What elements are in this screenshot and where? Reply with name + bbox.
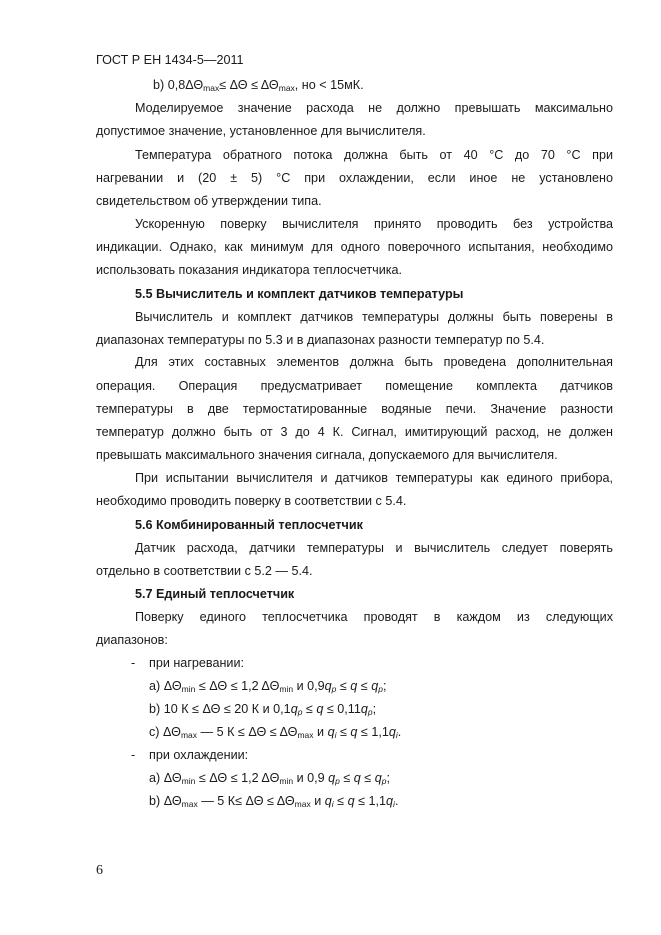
paragraph-line: операция. Операция предусматривает помещение комплекта датчиков — [96, 379, 613, 393]
paragraph-line: Температура обратного потока должна быть от 40 °С до 70 °С при — [135, 148, 613, 162]
formula-cooling-b: b) $\Delta\Theta_{max}$ — 5 $К\le \Delta\Theta \le \Delta\Theta_{max}$ и $q_i \le q \le 1,1q_i$. — [149, 794, 399, 809]
paragraph-line: температуры в две термостатированные водяные печи. Значение разности — [96, 402, 613, 416]
section-heading-5-5: 5.5 Вычислитель и комплект датчиков температуры — [135, 287, 464, 301]
section-heading-5-7: 5.7 Единый теплосчетчик — [135, 587, 295, 601]
item-b-condition: b) $0,8\Delta\Theta_{max}\le \Delta\Theta \le \Delta\Theta_{max}$, но < 15мК. — [153, 78, 364, 93]
paragraph-line: Ускоренную поверку вычислителя принято проводить без устройства — [135, 217, 613, 231]
paragraph-line: При испытании вычислителя и датчиков температуры как единого прибора, — [135, 471, 613, 485]
formula-cooling-a: a) $\Delta\Theta_{min} \le \Delta\Theta \le 1,2$ $\Delta\Theta_{min}$ и 0,9 $q_p \le q \le q_p$; — [149, 771, 390, 786]
paragraph-line: диапазонов: — [96, 633, 168, 647]
list-dash: - — [131, 656, 136, 670]
formula-heating-a: a) $\Delta\Theta_{min} \le \Delta\Theta \le 1,2$ $\Delta\Theta_{min}$ и $0,9q_p \le q \le q_p$; — [149, 679, 387, 694]
paragraph-line: диапазонах температуры по 5.3 и в диапазонах разности температур по 5.4. — [96, 333, 545, 347]
paragraph-line: использовать показания индикатора теплосчетчика. — [96, 263, 403, 277]
paragraph-line: свидетельством об утверждении типа. — [96, 194, 322, 208]
paragraph-line: нагревании и (20 ± 5) °С при охлаждении, если иное не установлено — [96, 171, 613, 185]
document-header: ГОСТ Р ЕН 1434-5—2011 — [96, 53, 244, 67]
paragraph-line: Моделируемое значение расхода не должно превышать максимально — [135, 101, 613, 115]
paragraph-line: превышать максимального значения сигнала, допускаемого для вычислителя. — [96, 448, 558, 462]
paragraph-line: Датчик расхода, датчики температуры и вычислитель следует поверять — [135, 541, 613, 555]
paragraph-line: отдельно в соответствии с 5.2 — 5.4. — [96, 564, 313, 578]
formula-heating-b: b) 10 К ≤ ΔΘ ≤ 20 К и $0,1q_p \le q \le 0,11q_p$; — [149, 702, 377, 717]
paragraph-line: допустимое значение, установленное для вычислителя. — [96, 124, 426, 138]
cooling-label: при охлаждении: — [149, 748, 249, 762]
paragraph-line: Поверку единого теплосчетчика проводят в каждом из следующих — [135, 610, 613, 624]
page-number: 6 — [96, 863, 103, 878]
section-heading-5-6: 5.6 Комбинированный теплосчетчик — [135, 518, 363, 532]
heating-label: при нагревании: — [149, 656, 244, 670]
paragraph-line: Вычислитель и комплект датчиков температуры должны быть поверены в — [135, 310, 613, 324]
list-dash: - — [131, 748, 136, 762]
paragraph-line: индикации. Однако, как минимум для одного поверочного испытания, необходимо — [96, 240, 613, 254]
paragraph-line: Для этих составных элементов должна быть проведена дополнительная — [135, 355, 613, 369]
paragraph-line: температур должно быть от 3 до 4 К. Сигнал, имитирующий расход, не должен — [96, 425, 613, 439]
formula-heating-c: c) $\Delta\Theta_{max}$ — 5 $К \le \Delta\Theta \le \Delta\Theta_{max}$ и $q_i \le q \le 1,1q_i$. — [149, 725, 402, 740]
paragraph-line: необходимо проводить поверку в соответствии с 5.4. — [96, 494, 407, 508]
